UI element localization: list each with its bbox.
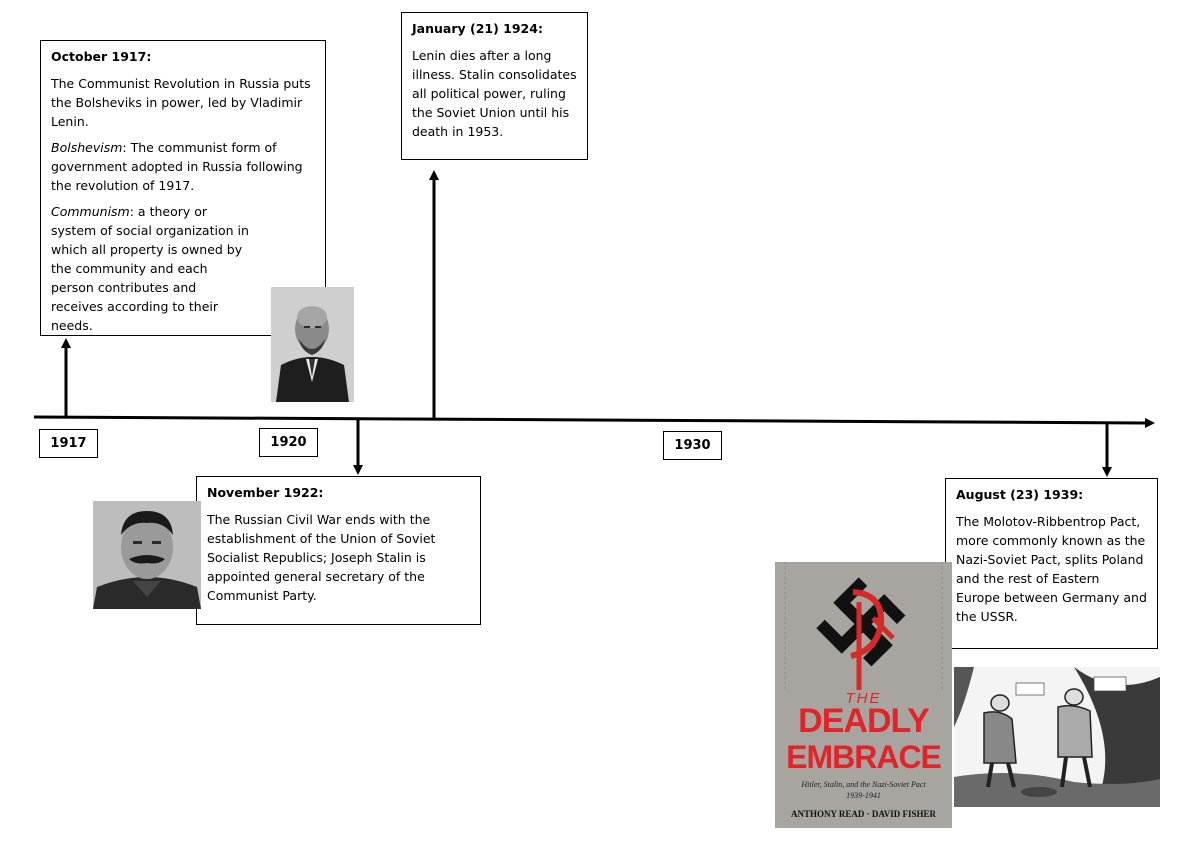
event-title: October 1917: bbox=[51, 49, 152, 64]
event-title: November 1922: bbox=[207, 485, 324, 500]
book-subtitle: Hitler, Stalin, and the Nazi-Soviet Pact bbox=[801, 780, 926, 789]
event-title: January (21) 1924: bbox=[412, 21, 543, 36]
event-box-jan1924 bbox=[401, 12, 588, 160]
year-label-1920: 1920 bbox=[259, 428, 318, 457]
stalin-photo bbox=[93, 501, 201, 609]
definition-bolshevism bbox=[51, 138, 315, 195]
term: Bolshevism bbox=[51, 140, 123, 155]
event-box-aug1939 bbox=[945, 478, 1158, 649]
timeline-axis bbox=[34, 417, 1150, 423]
year-label-1917: 1917 bbox=[39, 429, 98, 458]
event-title: August (23) 1939: bbox=[956, 487, 1084, 502]
event-box-nov1922 bbox=[196, 476, 481, 625]
book-authors: ANTHONY READ · DAVID FISHER bbox=[790, 809, 937, 819]
definition-text: : The communist form of government adopted in Russia following the revolution of 1917. bbox=[51, 140, 303, 193]
year-label-1930: 1930 bbox=[663, 431, 722, 460]
political-cartoon bbox=[954, 667, 1160, 807]
event-text: The Communist Revolution in Russia puts the Bolsheviks in power, led by Vladimir Lenin. bbox=[51, 76, 311, 129]
book-years: 1939-1941 bbox=[846, 791, 881, 800]
event-text: Lenin dies after a long illness. Stalin consolidates all political power, ruling the Soviet Union until his death in 1953. bbox=[412, 48, 577, 139]
book-title-line2: EMBRACE bbox=[786, 739, 941, 775]
definition-text: : a theory or system of social organization in which all property is owned by the community and each person contributes and receives according to their needs. bbox=[51, 204, 249, 333]
event-text: The Molotov-Ribbentrop Pact, more commonly known as the Nazi-Soviet Pact, splits Poland and the rest of Eastern Europe between Germany and the USSR. bbox=[956, 514, 1147, 624]
book-title-line1: DEADLY bbox=[798, 702, 929, 740]
lenin-photo bbox=[271, 287, 354, 402]
definition-communism bbox=[51, 202, 251, 335]
event-text: The Russian Civil War ends with the establishment of the Union of Soviet Socialist Republics; Joseph Stalin is appointed general secretary of the Communist Party. bbox=[207, 512, 436, 603]
term: Communism bbox=[51, 204, 130, 219]
book-cover bbox=[775, 562, 952, 828]
swastika-hammer-sickle-icon bbox=[775, 562, 952, 692]
book-title-the: THE bbox=[845, 690, 882, 707]
